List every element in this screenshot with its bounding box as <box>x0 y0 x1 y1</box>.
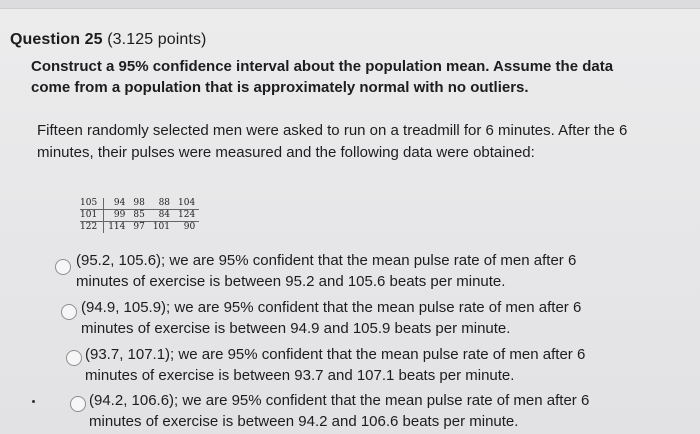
table-cell: 104 <box>174 198 199 210</box>
table-cell: 101 <box>80 210 104 222</box>
question-instruction: Construct a 95% confidence interval about the population mean. Assume the data come from a population that is approximately normal with no outliers. <box>31 58 614 96</box>
radio-choice-c[interactable] <box>66 350 82 366</box>
table-cell: 124 <box>174 210 199 222</box>
table-row <box>80 210 199 222</box>
table-cell: 97 <box>133 222 145 232</box>
pulse-data-table <box>80 198 199 233</box>
question-header <box>10 31 206 49</box>
question-stem: Fifteen randomly selected men were asked to run on a treadmill for 6 minutes. After the 6 minutes, their pulses were measured and the following data were obtained: <box>37 122 628 161</box>
top-divider <box>0 0 700 9</box>
radio-choice-a[interactable] <box>55 259 71 275</box>
table-cell: 85 <box>129 210 148 222</box>
table-cell: 90 <box>183 222 196 232</box>
choice-b-label[interactable]: (94.9, 105.9); we are 95% confident that the mean pulse rate of men after 6 minutes of exercise is between 94.9 and 105.9 beats per minute. <box>81 299 582 337</box>
radio-choice-b[interactable] <box>61 304 77 320</box>
bullet-marker <box>32 400 35 403</box>
table-row <box>80 198 199 210</box>
choice-c-label[interactable]: (93.7, 107.1); we are 95% confident that the mean pulse rate of men after 6 minutes of exercise is between 93.7 and 107.1 beats per minute. <box>85 346 586 384</box>
table-cell: 94 <box>104 198 130 210</box>
choice-a-label[interactable]: (95.2, 105.6); we are 95% confident that the mean pulse rate of men after 6 minutes of exercise is between 95.2 and 105.6 beats per minute. <box>76 252 577 290</box>
table-cell: 105 <box>80 198 104 210</box>
table-cell: 99 <box>104 210 130 222</box>
table-cell: 101 <box>152 222 171 232</box>
table-cell: 98 <box>129 198 148 210</box>
table-cell: 114 <box>108 222 126 232</box>
question-title: Question 25 <box>10 31 103 48</box>
question-points: (3.125 points) <box>107 31 207 48</box>
table-cell: 88 <box>149 198 174 210</box>
table-cell: 84 <box>149 210 174 222</box>
table-row <box>80 222 199 234</box>
radio-choice-d[interactable] <box>70 396 86 412</box>
table-cell: 122 <box>80 222 104 234</box>
choice-d-label[interactable]: (94.2, 106.6); we are 95% confident that the mean pulse rate of men after 6 minutes of exercise is between 94.2 and 106.6 beats per minute. <box>89 392 590 430</box>
